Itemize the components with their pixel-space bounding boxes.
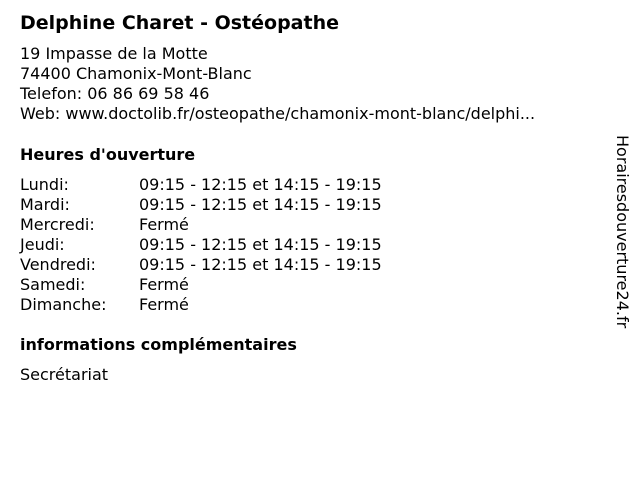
hours-row-dimanche [20, 295, 382, 315]
hours-row-mercredi [20, 215, 382, 235]
hours-value: 09:15 - 12:15 et 14:15 - 19:15 [139, 195, 382, 214]
opening-hours-heading: Heures d'ouverture [20, 145, 196, 164]
page-title: Delphine Charet - Ostéopathe [20, 12, 339, 34]
day-label: Vendredi: [20, 255, 96, 274]
day-label: Dimanche: [20, 295, 107, 314]
hours-value: Fermé [139, 295, 189, 314]
street-address: 19 Impasse de la Motte [20, 44, 208, 63]
phone-number: Telefon: 06 86 69 58 46 [20, 84, 210, 103]
opening-hours-table [20, 175, 382, 315]
hours-value: 09:15 - 12:15 et 14:15 - 19:15 [139, 175, 382, 194]
hours-row-samedi [20, 275, 382, 295]
day-label: Mercredi: [20, 215, 95, 234]
day-label: Mardi: [20, 195, 70, 214]
day-label: Jeudi: [20, 235, 65, 254]
hours-row-lundi [20, 175, 382, 195]
hours-row-jeudi [20, 235, 382, 255]
day-label: Samedi: [20, 275, 86, 294]
additional-info-value: Secrétariat [20, 365, 109, 384]
address-block [20, 44, 535, 124]
hours-value: Fermé [139, 215, 189, 234]
city-address: 74400 Chamonix-Mont-Blanc [20, 64, 252, 83]
hours-row-mardi [20, 195, 382, 215]
hours-row-vendredi [20, 255, 382, 275]
vertical-site-watermark: Horairesdouverture24.fr [613, 135, 632, 329]
hours-value: 09:15 - 12:15 et 14:15 - 19:15 [139, 235, 382, 254]
additional-info-heading: informations complémentaires [20, 335, 297, 354]
hours-value: 09:15 - 12:15 et 14:15 - 19:15 [139, 255, 382, 274]
website-link[interactable]: Web: www.doctolib.fr/osteopathe/chamonix-mont-blanc/delphi... [20, 104, 536, 123]
hours-value: Fermé [139, 275, 189, 294]
day-label: Lundi: [20, 175, 69, 194]
